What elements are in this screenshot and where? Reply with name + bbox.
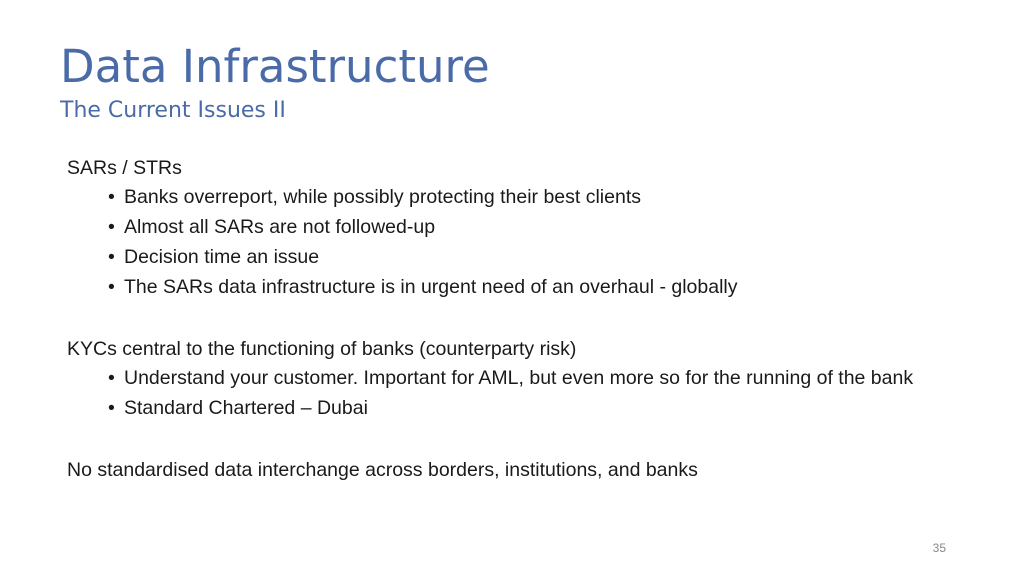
list-item-text: Decision time an issue [124,246,320,268]
section-heading: SARs / STRs [67,157,182,179]
bullet-dot-icon: • [108,367,115,389]
list-item [67,275,954,300]
list-item-text: The SARs data infrastructure is in urgent need of an overhaul - globally [124,276,738,298]
bullet-dot-icon: • [108,276,115,298]
list-item [67,366,954,391]
section-heading: No standardised data interchange across borders, institutions, and banks [67,459,698,481]
list-item [67,215,954,240]
section-kyc [67,336,967,421]
section-heading: KYCs central to the functioning of banks (counterparty risk) [67,338,577,360]
list-item-text: Banks overreport, while possibly protecting their best clients [124,186,641,208]
list-item-text: Understand your customer. Important for AML, but even more so for the running of the bank [124,367,914,389]
slide-title: Data Infrastructure [60,40,490,93]
bullet-dot-icon: • [108,246,115,268]
bullet-dot-icon: • [108,216,115,238]
section-data-interchange [67,457,967,483]
section-sars-strs [67,155,967,300]
list-item [67,245,954,270]
list-item-text: Standard Chartered – Dubai [124,397,368,419]
list-item [67,185,954,210]
slide-body [67,155,967,487]
page-number: 35 [932,541,946,555]
bullet-list [67,366,967,421]
slide-subtitle: The Current Issues II [60,98,286,123]
bullet-dot-icon: • [108,186,115,208]
list-item [67,396,954,421]
bullet-list [67,185,967,300]
list-item-text: Almost all SARs are not followed-up [124,216,436,238]
bullet-dot-icon: • [108,397,115,419]
